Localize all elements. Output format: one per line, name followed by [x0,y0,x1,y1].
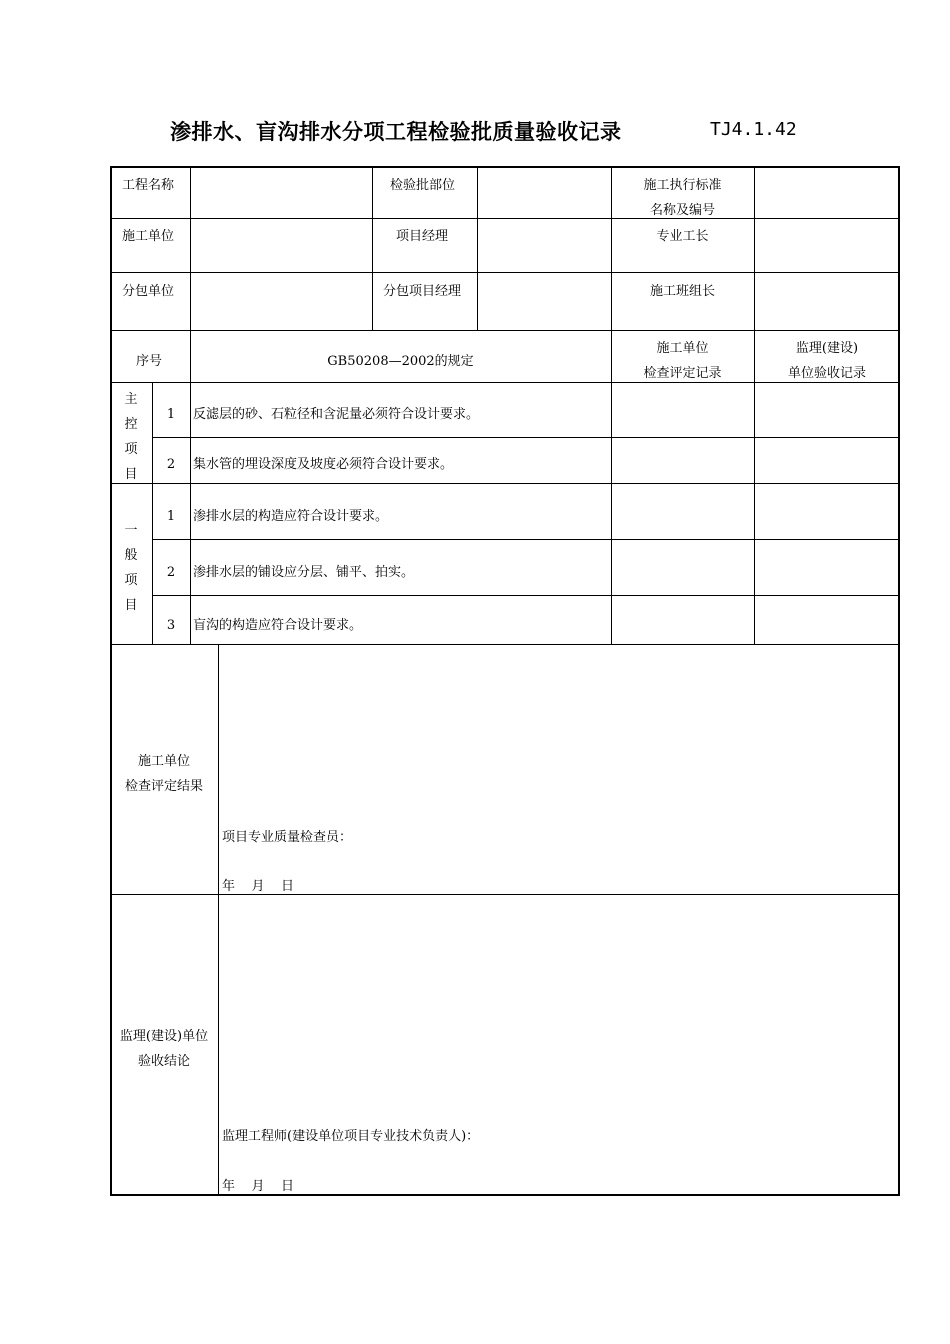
main-item-no: 2 [166,457,176,472]
spec-header: GB50208—2002的规定 [327,354,474,369]
main-control-char: 主 [124,392,138,407]
construction-unit-label: 施工单位 [122,229,175,244]
main-control-char: 项 [124,442,138,457]
row-divider [110,483,900,484]
row-divider [110,330,900,331]
standard-field[interactable] [756,170,896,216]
general-label [110,518,152,618]
construction-result-date: 年 月 日 [222,879,295,894]
supervision-conclusion-label-line1: 监理(建设)单位 [119,1029,209,1044]
main-control-char: 控 [124,417,138,432]
general-item-supervise-cell[interactable] [756,485,896,537]
project-manager-label: 项目经理 [396,229,449,244]
general-item-check-cell[interactable] [613,597,752,642]
col-divider [372,166,373,330]
project-name-label: 工程名称 [122,178,175,193]
main-control-label [110,387,152,487]
row-divider [110,644,900,645]
row-divider [110,218,900,219]
foreman-field[interactable] [756,220,896,270]
inspection-lot-part-label: 检验批部位 [390,178,456,193]
foreman-label: 专业工长 [656,229,709,244]
col-divider [477,166,478,330]
seq-no-header: 序号 [136,354,163,369]
general-item-text: 盲沟的构造应符合设计要求。 [193,618,363,633]
check-record-header-line1: 施工单位 [656,341,709,356]
main-item-supervise-cell[interactable] [756,384,896,435]
subcontract-manager-field[interactable] [479,274,609,328]
inspection-lot-part-field[interactable] [479,170,609,216]
general-item-text: 渗排水层的构造应符合设计要求。 [193,509,389,524]
general-char: 般 [124,548,138,563]
supervision-record-header-line1: 监理(建设) [795,341,859,356]
construction-result-area[interactable] [220,646,896,816]
general-item-text: 渗排水层的铺设应分层、铺平、拍实。 [193,565,415,580]
row-divider [152,437,900,438]
standard-label-line2: 名称及编号 [649,203,715,218]
supervision-conclusion-label-line2: 验收结论 [137,1054,190,1069]
construction-result-label-line1: 施工单位 [137,754,190,769]
general-char: 目 [124,598,138,613]
main-item-check-cell[interactable] [613,439,752,481]
general-item-supervise-cell[interactable] [756,597,896,642]
main-item-no: 1 [166,407,176,422]
standard-label-line1: 施工执行标准 [643,178,722,193]
general-item-check-cell[interactable] [613,485,752,537]
team-leader-field[interactable] [756,274,896,328]
form-title: 渗排水、盲沟排水分项工程检验批质量验收记录 [170,120,622,144]
construction-result-label-line2: 检查评定结果 [124,779,203,794]
quality-inspector-label: 项目专业质量检查员： [222,830,353,845]
subcontract-manager-label: 分包项目经理 [383,284,462,299]
supervision-conclusion-area[interactable] [220,896,896,1116]
supervising-engineer-label: 监理工程师(建设单位项目专业技术负责人)： [222,1129,480,1144]
construction-unit-field[interactable] [192,220,370,270]
col-divider [754,166,755,644]
team-leader-label: 施工班组长 [649,284,715,299]
general-item-no: 2 [166,565,176,580]
row-divider [110,272,900,273]
main-item-check-cell[interactable] [613,384,752,435]
project-manager-field[interactable] [479,220,609,270]
project-name-field[interactable] [192,170,370,216]
general-item-check-cell[interactable] [613,541,752,593]
form-code: TJ4.1.42 [710,119,797,140]
main-item-text: 集水管的埋设深度及坡度必须符合设计要求。 [193,457,454,472]
subcontract-unit-label: 分包单位 [122,284,175,299]
row-divider [152,539,900,540]
col-divider [190,382,191,644]
col-divider [218,644,219,1196]
general-item-no: 3 [166,618,176,633]
main-item-supervise-cell[interactable] [756,439,896,481]
supervision-record-header-line2: 单位验收记录 [787,366,866,381]
subcontract-unit-field[interactable] [192,274,370,328]
main-item-text: 反滤层的砂、石粒径和含泥量必须符合设计要求。 [193,407,480,422]
general-char: 一 [124,523,138,538]
row-divider [152,595,900,596]
general-char: 项 [124,573,138,588]
check-record-header-line2: 检查评定记录 [643,366,722,381]
main-control-char: 目 [124,467,138,482]
general-item-no: 1 [166,509,176,524]
general-item-supervise-cell[interactable] [756,541,896,593]
supervision-conclusion-date: 年 月 日 [222,1179,295,1194]
